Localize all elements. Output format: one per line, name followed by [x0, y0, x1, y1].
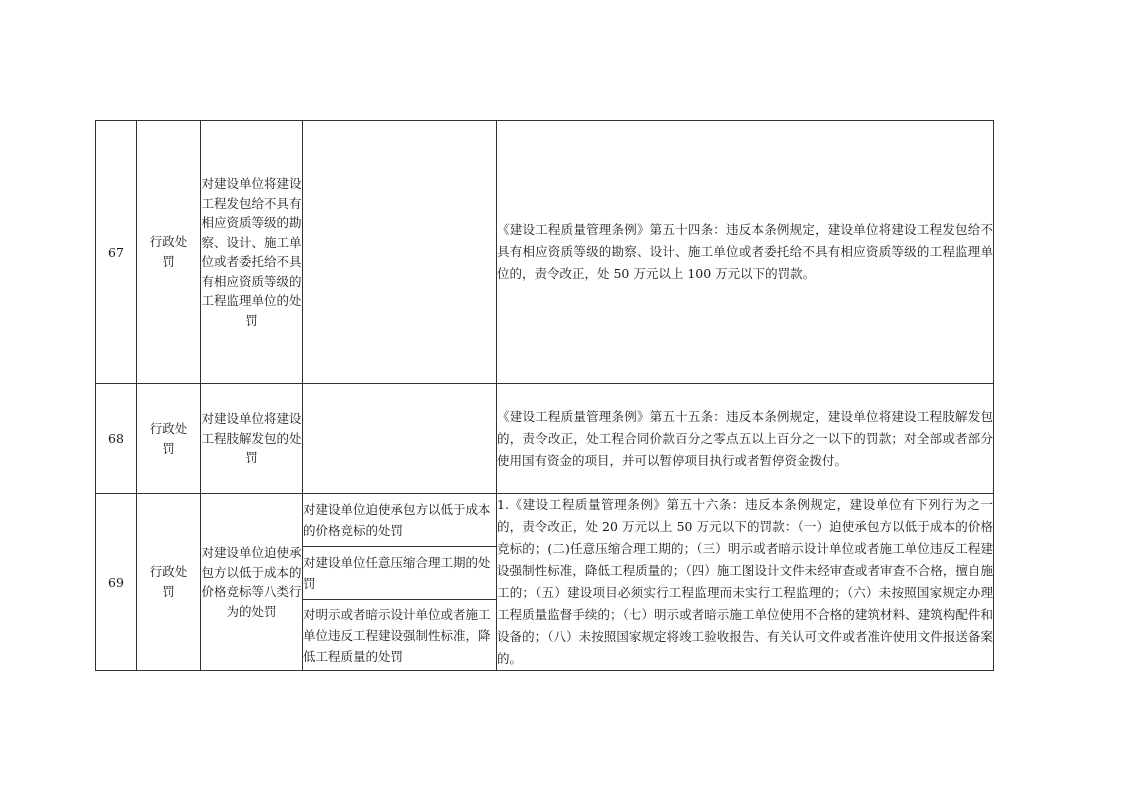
row-number: 68	[96, 384, 137, 494]
row-number: 67	[96, 121, 137, 384]
penalty-item-name: 对建设单位将建设工程发包给不具有相应资质等级的勘察、设计、施工单位或者委托给不具有相应资质等级的工程监理单位的处罚	[201, 121, 303, 384]
legal-basis: 《建设工程质量管理条例》第五十四条：违反本条例规定，建设单位将建设工程发包给不具有相应资质等级的勘察、设计、施工单位或者委托给不具有相应资质等级的工程监理单位的，责令改正，处 50 万元以上 100 万元以下的罚款。	[497, 121, 994, 384]
penalty-item-name: 对建设单位将建设工程肢解发包的处罚	[201, 384, 303, 494]
table-row	[96, 121, 994, 384]
penalty-table	[95, 120, 994, 671]
table-row	[96, 384, 994, 494]
row-number: 69	[96, 494, 137, 671]
sub-item: 对建设单位迫使承包方以低于成本的价格竞标的处罚	[303, 494, 497, 547]
penalty-type: 行政处罚	[149, 234, 188, 269]
legal-basis: 《建设工程质量管理条例》第五十五条：违反本条例规定，建设单位将建设工程肢解发包的，责令改正，处工程合同价款百分之零点五以上百分之一以下的罚款；对全部或者部分使用国有资金的项目，并可以暂停项目执行或者暂停资金拨付。	[497, 384, 994, 494]
penalty-item-name: 对建设单位迫使承包方以低于成本的价格竞标等八类行为的处罚	[201, 494, 303, 671]
penalty-type: 行政处罚	[149, 564, 188, 599]
sub-item	[303, 384, 497, 494]
sub-item	[303, 121, 497, 384]
sub-item: 对建设单位任意压缩合理工期的处罚	[303, 547, 497, 600]
sub-item: 对明示或者暗示设计单位或者施工单位违反工程建设强制性标准，降低工程质量的处罚	[303, 600, 497, 671]
table-row	[96, 494, 994, 547]
penalty-type: 行政处罚	[149, 420, 188, 456]
legal-basis: 1.《建设工程质量管理条例》第五十六条：违反本条例规定，建设单位有下列行为之一的，责令改正，处 20 万元以上 50 万元以下的罚款：（一）迫使承包方以低于成本的价格竞标的；(二)任意压缩合理工期的；（三）明示或者暗示设计单位或者施工单位违反工程建设强制性标准，降低工程质量的；（四）施工图设计文件未经审查或者审查不合格，擅自施工的；（五）建设项目必须实行工程监理而未实行工程监理的；（六）未按照国家规定办理工程质量监督手续的；（七）明示或者暗示施工单位使用不合格的建筑材料、建筑构配件和设备的；（八）未按照国家规定将竣工验收报告、有关认可文件或者准许使用文件报送备案的。	[497, 494, 994, 671]
